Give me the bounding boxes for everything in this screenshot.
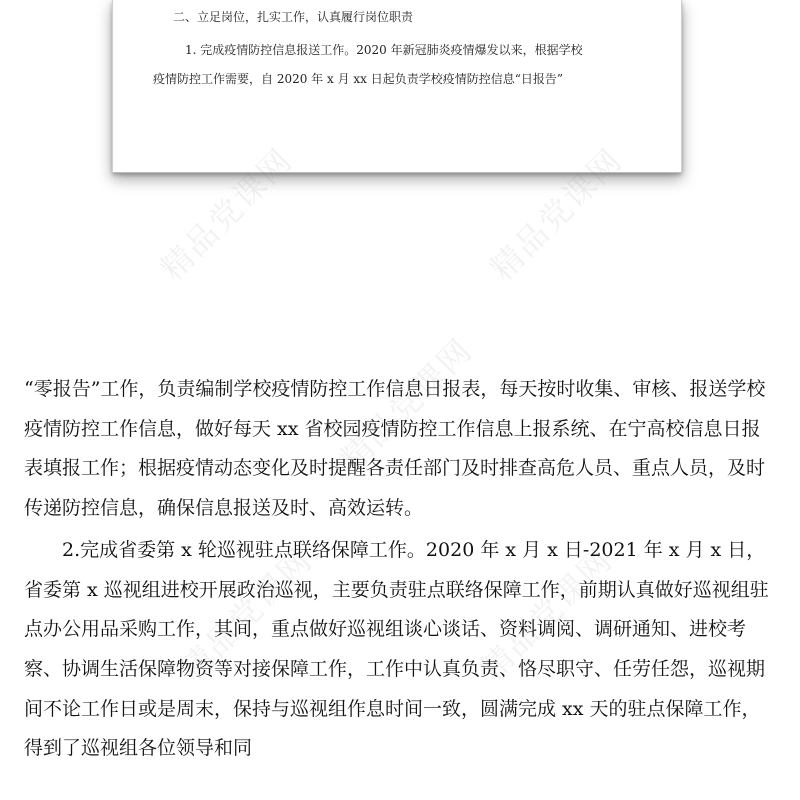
watermark: 精品党课网 [172, 540, 320, 688]
watermark: 精品党课网 [482, 140, 630, 288]
card-text-line-2: 疫情防控工作需要，自 2020 年 x 月 xx 日起负责学校疫情防控信息“日报告” [153, 72, 564, 86]
preview-area [0, 0, 800, 200]
section-heading: 二、立足岗位，扎实工作，认真履行岗位职责 [173, 10, 414, 24]
body-paragraph-1: “零报告”工作，负责编制学校疫情防控工作信息日报表，每天按时收集、审核、报送学校疫情防控工作信息，做好每天 xx 省校园疫情防控工作信息上报系统、在宁高校信息日报表填报工作；根据疫情动态变化及时提醒各责任部门及时排查高危人员、重点人员，及时传递防控信息，确保信息报送及时、高效运转。 [24, 378, 766, 520]
page-preview-card [112, 0, 682, 173]
watermark: 精品党课网 [472, 540, 620, 688]
body-paragraph-2: 2.完成省委第 x 轮巡视驻点联络保障工作。2020 年 x 月 x 日-2021 年 x 月 x 日，省委第 x 巡视组进校开展政治巡视，主要负责驻点联络保障工作，前期认真做好巡视组驻点办公用品采购工作，其间，重点做好巡视组谈心谈话、资料调阅、调研通知、进校考察、协调生活保障物资等对接保障工作，工作中认真负责、恪尽职守、任劳任怨，巡视期间不论工作日或是周末，保持与巡视组作息时间一致，圆满完成 xx 天的驻点保障工作，得到了巡视组各位领导和同 [24, 538, 769, 760]
document-body [24, 370, 776, 769]
watermark: 精品党课网 [332, 330, 480, 478]
watermark: 精品党课网 [152, 140, 300, 288]
card-text-line-1: 1. 完成疫情防控信息报送工作。2020 年新冠肺炎疫情爆发以来，根据学校 [185, 43, 583, 57]
